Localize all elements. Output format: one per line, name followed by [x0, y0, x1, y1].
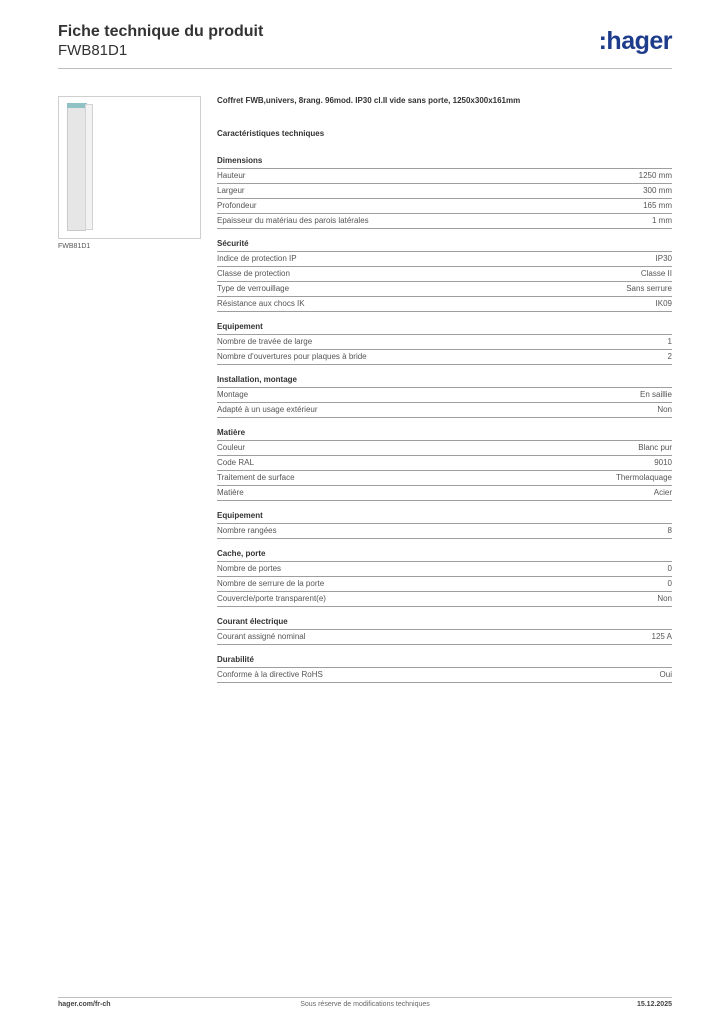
section-title: Cache, porte [217, 549, 672, 562]
spec-label: Indice de protection IP [217, 254, 297, 263]
cabinet-top-shape [67, 103, 87, 108]
spec-row [217, 562, 672, 577]
spec-row [217, 456, 672, 471]
product-reference: FWB81D1 [58, 42, 128, 59]
page-header [58, 22, 672, 69]
spec-section [217, 375, 672, 418]
section-title: Installation, montage [217, 375, 672, 388]
spec-label: Code RAL [217, 458, 254, 467]
spec-row [217, 169, 672, 184]
spec-row [217, 471, 672, 486]
spec-value: Classe II [640, 269, 672, 278]
spec-row [217, 335, 672, 350]
spec-value: IK09 [655, 299, 672, 308]
spec-value: 0 [667, 564, 672, 573]
spec-label: Nombre d'ouvertures pour plaques à bride [217, 352, 367, 361]
section-title: Sécurité [217, 239, 672, 252]
spec-row [217, 486, 672, 501]
footer-website: hager.com/fr-ch [58, 1001, 111, 1008]
spec-row [217, 441, 672, 456]
product-image [58, 96, 201, 239]
spec-row [217, 214, 672, 229]
spec-label: Matière [217, 488, 244, 497]
spec-value: 1 [667, 337, 672, 346]
spec-value: En saillie [639, 390, 672, 399]
spec-row [217, 577, 672, 592]
spec-label: Type de verrouillage [217, 284, 290, 293]
spec-value: Sans serrure [626, 284, 672, 293]
spec-value: 9010 [654, 458, 672, 467]
footer-notice: Sous réserve de modifications techniques [300, 1001, 430, 1008]
spec-row [217, 403, 672, 418]
tech-characteristics-heading: Caractéristiques techniques [217, 129, 325, 138]
spec-row [217, 592, 672, 607]
section-title: Matière [217, 428, 672, 441]
product-description: Coffret FWB,univers, 8rang. 96mod. IP30 cl.II vide sans porte, 1250x300x161mm [217, 96, 521, 105]
spec-row [217, 252, 672, 267]
spec-label: Adapté à un usage extérieur [217, 405, 318, 414]
spec-label: Epaisseur du matériau des parois latérales [217, 216, 369, 225]
spec-row [217, 184, 672, 199]
cabinet-side-shape [85, 104, 93, 230]
spec-value: Thermolaquage [615, 473, 672, 482]
spec-label: Hauteur [217, 171, 246, 180]
spec-value: Non [657, 405, 672, 414]
spec-label: Couvercle/porte transparent(e) [217, 594, 326, 603]
spec-value: 125 A [651, 632, 672, 641]
spec-value: 165 mm [643, 201, 672, 210]
spec-content [217, 96, 672, 693]
spec-section [217, 156, 672, 229]
cabinet-front-shape [67, 103, 86, 231]
spec-value: 8 [667, 526, 672, 535]
section-title: Equipement [217, 322, 672, 335]
spec-row [217, 267, 672, 282]
spec-label: Traitement de surface [217, 473, 295, 482]
spec-section [217, 617, 672, 645]
spec-value: IP30 [655, 254, 672, 263]
spec-label: Nombre de travée de large [217, 337, 313, 346]
spec-label: Couleur [217, 443, 246, 452]
spec-label: Largeur [217, 186, 245, 195]
spec-label: Nombre de serrure de la porte [217, 579, 325, 588]
section-title: Durabilité [217, 655, 672, 668]
spec-label: Conforme à la directive RoHS [217, 670, 323, 679]
spec-value: Blanc pur [638, 443, 672, 452]
footer-date: 15.12.2025 [636, 1001, 672, 1008]
spec-row [217, 350, 672, 365]
section-title: Equipement [217, 511, 672, 524]
spec-label: Montage [217, 390, 249, 399]
spec-section [217, 549, 672, 607]
spec-section [217, 655, 672, 683]
spec-value: Acier [653, 488, 672, 497]
spec-section [217, 511, 672, 539]
spec-value: Oui [659, 670, 672, 679]
spec-row [217, 199, 672, 214]
spec-row [217, 524, 672, 539]
spec-label: Nombre de portes [217, 564, 282, 573]
spec-label: Classe de protection [217, 269, 290, 278]
hager-logo: :hager [598, 27, 672, 55]
page-footer [58, 997, 672, 1008]
spec-value: 0 [667, 579, 672, 588]
document-title: Fiche technique du produit [58, 23, 264, 40]
spec-value: 1 mm [652, 216, 672, 225]
spec-row [217, 668, 672, 683]
spec-label: Courant assigné nominal [217, 632, 306, 641]
spec-row [217, 297, 672, 312]
section-title: Courant électrique [217, 617, 672, 630]
spec-value: 1250 mm [638, 171, 672, 180]
spec-label: Résistance aux chocs IK [217, 299, 305, 308]
spec-sections [217, 156, 672, 683]
section-title: Dimensions [217, 156, 672, 169]
spec-section [217, 322, 672, 365]
spec-value: 300 mm [643, 186, 672, 195]
spec-label: Profondeur [217, 201, 257, 210]
spec-label: Nombre rangées [217, 526, 277, 535]
spec-value: 2 [667, 352, 672, 361]
image-caption: FWB81D1 [58, 243, 91, 250]
spec-section [217, 239, 672, 312]
spec-row [217, 388, 672, 403]
spec-value: Non [657, 594, 672, 603]
spec-row [217, 282, 672, 297]
spec-row [217, 630, 672, 645]
spec-section [217, 428, 672, 501]
